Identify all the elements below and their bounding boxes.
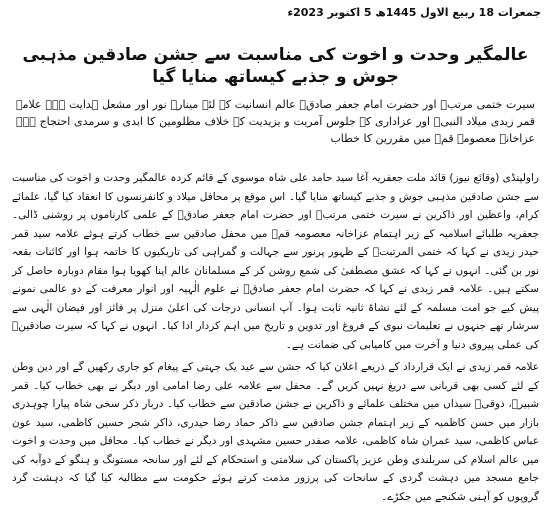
paragraph: علامہ قمر زیدی نے ایک قرارداد کے ذریعے اعلان کیا کہ جشن سے عید یک جہتی کے پیغام کو جاری رکھیں گے اور دین وطن کے لئے کسی بھی قربانی سے دریغ نہیں کریں گے۔ محفل سے علامہ علی رضا امامی اور دیگر نے بھی خطاب کیا۔ قمر شبیرؔ، ذوقیؔ سیداں میں مختلف علمائے و ذاکرین نے جشن صادقین سے خطاب کیا۔ دربار ذکر سخی شاہ پیارا چوہدری بازار میں حسن کاظمیہ کے زیر اہتمام جشن صادقین سے ذاکر حماد رضا حیدری، ذاکر شجر حسین کاظمی، سید عون عباس کاظمی، سید عمران شاہ کاظمی، علامہ صفدر حسین مشہدی اور دیگر نے خطاب کیا۔ محافل میں وحدت و اخوت میں عالم اسلام کی سربلندی وطن عزیز پاکستان کی سلامتی و استحکام کے لئے اور سانحہ مستونگ و ہنگو کے دوآبہ کی جامع مسجد میں دہشت گردی کے سانحات کی پرزور مذمت کرتے ہوئے حکومت سے مطالبہ کیا گیا کہ دہشت گرد گروپوں کو آہنی شکنجے میں جکڑے۔ — [12, 361, 539, 503]
article-body — [10, 169, 541, 506]
dateline: جمعرات 18 ربیع الاول 1445ھ 5 اکتوبر 2023ء — [287, 6, 541, 19]
headline: عالمگیر وحدت و اخوت کی مناسبت سے جشن صادقین مذہبی جوش و جذبے کیساتھ منایا گیا — [22, 45, 529, 87]
intro-summary: سیرت ختمی مرتبؐ اور حضرت امام جعفر صادقؑ عالم انسانیت کے لئے مینارہ نور اور مشعل ہدایت ہے۔ علامہ قمر زیدی میلاد النبیؐ اور عزاداری کے جلوس آمریت و یزیدیت کے خلاف مظلومین کا ابدی و سرمدی احتجاج ہے۔ عزاخانہ معصومہ قمؑ میں مقررین کا خطاب — [16, 98, 535, 145]
paragraph: راولپنڈی (وقائع نیوز) قائد ملت جعفریہ آغا سید حامد علی شاہ موسوی کے قائم کردہ عالمگیر وحدت و اخوت کی مناسبت سے جشن صادقین مذہبی جوش و جذبے کیساتھ منایا گیا۔ اس موقع پر محافل میلاد و کانفرنسوں کا انعقاد کیا گیا، علمائے کرام، واعظین اور ذاکرین نے سیرت ختمی مرتبؐ اور حضرت امام جعفر صادقؑ کے علمی کارناموں پر روشنی ڈالی۔ جعفریہ طلبائے اسلامیہ کے زیر اہتمام عزاخانہ معصومہ قمؑ میں محفل صادقین سے خطاب کرتے ہوئے علامہ سید قمر حیدر زیدی نے کہا کہ ختمی المرتبتؐ کے ظہور پرنور سے جہالت و گمراہی کی تاریکیوں کا خاتمہ ہوا اور کائنات بقعہ نور بن گئی۔ انہوں نے کہا کہ عشق مصطفیٰ کی شمع روشن کر کے مسلمانان عالم اپنا کھویا ہوا مقام دوبارہ حاصل کر سکتے ہیں۔ علامہ قمر زیدی نے کہا کہ حضرت امام جعفر صادقؑ نے علوم الٰہیہ اور انوار معرفت کے دو عالمی نمونے پیش کیے جو امت مسلمہ کے لئے نشاۃ ثانیہ ثابت ہوا۔ آپ انسانی درجات کی اعلیٰ منزل پر فائز اور فیضان الٰہی سے سرشار تھے جنہوں نے تعلیمات نبوی کے فروغ اور تدوین و تاریخ میں اہم کردار ادا کیا۔ انہوں نے کہا کہ سیرت صادقینؑ کی عملی پیروی دنیا و آخرت میں کامیابی کی ضمانت ہے۔ — [12, 172, 539, 351]
